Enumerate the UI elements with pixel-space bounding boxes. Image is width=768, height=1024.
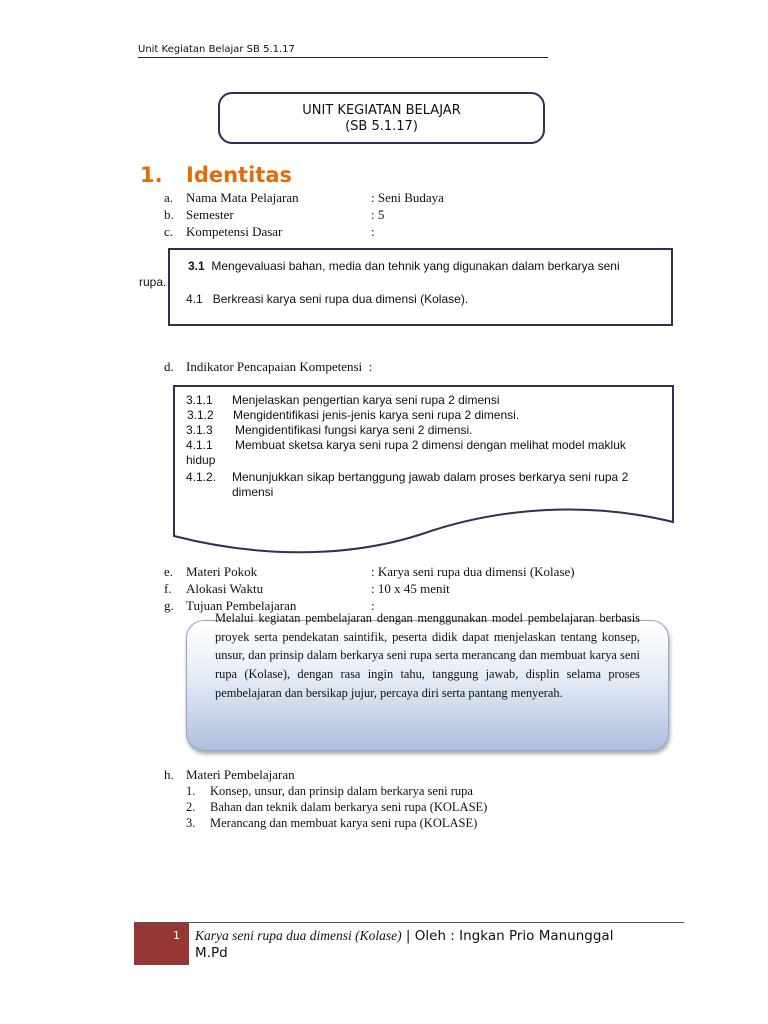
kd-code: 3.1 (188, 259, 205, 273)
indikator-continuation: dimensi (232, 485, 274, 499)
section-heading (140, 163, 292, 187)
indikator-list (186, 393, 666, 500)
row-value: : 5 (371, 207, 385, 222)
row-letter: b. (164, 207, 174, 222)
materi-item: 2. Bahan dan teknik dalam berkarya seni rupa (KOLASE) (186, 800, 488, 814)
running-header: Unit Kegiatan Belajar SB 5.1.17 (138, 44, 295, 55)
footer-rule (134, 922, 684, 923)
indikator-item: 4.1.1 Membuat sketsa karya seni rupa 2 dimensi dengan melihat model makluk (186, 438, 626, 452)
row-letter: c. (164, 224, 174, 239)
indikator-item: 3.1.3 Mengidentifikasi fungsi karya seni 2 dimensi. (186, 423, 473, 437)
page-number: 1 (173, 929, 180, 942)
identity-list (164, 189, 564, 240)
row-label: Materi Pembelajaran (186, 767, 295, 782)
materi-heading (164, 767, 295, 783)
footer-author-degree: M.Pd (195, 945, 228, 961)
row-label: Materi Pokok (186, 564, 258, 579)
title-box (218, 92, 545, 144)
identity-row (164, 223, 564, 240)
section-title: Identitas (186, 163, 292, 187)
row-label: Kompetensi Dasar (186, 224, 283, 239)
row-label: Semester (186, 207, 234, 222)
row-letter: h. (164, 767, 174, 782)
row-letter: e. (164, 564, 174, 579)
footer-separator: | (401, 928, 415, 944)
row-label: Tujuan Pembelajaran (186, 598, 297, 613)
kd-continuation: rupa. (139, 275, 167, 289)
identity-row (164, 206, 564, 223)
row-label: Indikator Pencapaian Kompetensi : (186, 359, 373, 374)
identity-row (164, 580, 664, 597)
footer-text (195, 927, 665, 962)
section-number: 1. (140, 163, 163, 187)
identity-row (164, 189, 564, 206)
footer-author: Oleh : Ingkan Prio Manunggal (414, 928, 614, 944)
materi-item: 3. Merancang dan membuat karya seni rupa (KOLASE) (186, 816, 478, 830)
row-letter: f. (164, 581, 172, 596)
row-letter: a. (164, 190, 174, 205)
row-label: Nama Mata Pelajaran (186, 190, 299, 205)
indikator-continuation: hidup (186, 453, 216, 467)
kd-code: 4.1 (186, 292, 203, 306)
indikator-item: 3.1.1 Menjelaskan pengertian karya seni rupa 2 dimensi (186, 393, 500, 407)
row-label: Alokasi Waktu (186, 581, 264, 596)
row-value: : (371, 224, 375, 239)
identity-list-2 (164, 563, 664, 614)
title-line-2: (SB 5.1.17) (345, 119, 418, 134)
footer-page-block (134, 923, 189, 965)
materi-item: 1. Konsep, unsur, dan prinsip dalam berkarya seni rupa (186, 784, 473, 798)
row-value: : 10 x 45 menit (371, 581, 450, 596)
identity-row (164, 563, 664, 580)
header-rule (138, 57, 548, 58)
materi-list (186, 783, 606, 831)
row-letter: g. (164, 598, 174, 613)
indikator-item: 4.1.2. Menunjukkan sikap bertanggung jawab dalam proses berkarya seni rupa 2 (186, 470, 629, 484)
row-value: : (371, 598, 375, 613)
kd-text: Mengevaluasi bahan, media dan tehnik yang digunakan dalam berkarya seni (211, 259, 620, 273)
footer-title: Karya seni rupa dua dimensi (Kolase) (195, 928, 402, 943)
indikator-heading (164, 359, 373, 375)
kd-text: Berkreasi karya seni rupa dua dimensi (Kolase). (212, 292, 469, 306)
indikator-item: 3.1.2 Mengidentifikasi jenis-jenis karya seni rupa 2 dimensi. (187, 408, 520, 422)
row-value: : Karya seni rupa dua dimensi (Kolase) (371, 564, 575, 579)
row-value: : Seni Budaya (371, 190, 444, 205)
tujuan-text: Melalui kegiatan pembelajaran dengan menggunakan model pembelajaran berbasis proyek serta pendekatan saintifik, peserta didik dapat menjelaskan tentang konsep, unsur, dan prinsip dalam berkarya seni rupa serta merancang dan membuat karya seni rupa (Kolase), dengan rasa ingin tahu, tanggung jawab, displin selama proses pembelajaran dan bersikap jujur, percaya diri serta pantang menyerah. (215, 611, 640, 700)
row-letter: d. (164, 359, 174, 374)
title-line-1: UNIT KEGIATAN BELAJAR (302, 103, 461, 118)
kd-item (188, 259, 673, 273)
kd-item (186, 292, 468, 306)
